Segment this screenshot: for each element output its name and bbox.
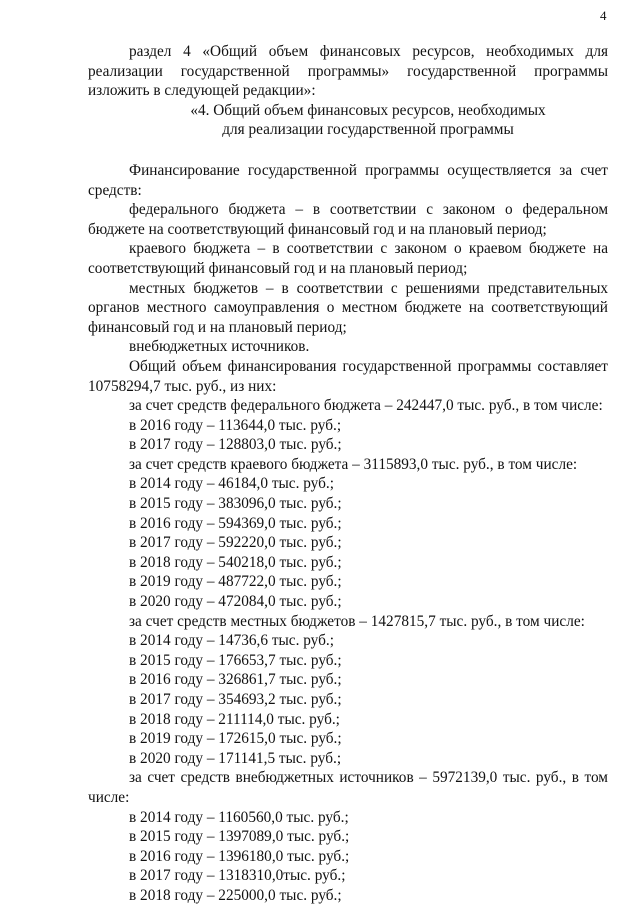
section-heading-line-1: «4. Общий объем финансовых ресурсов, необходимых	[190, 101, 546, 119]
page-number: 4	[600, 8, 607, 23]
extrabudgetary-year-row: в 2015 году – 1397089,0 тыс. руб.;	[129, 828, 350, 846]
source-local: местных бюджетов – в соответствии с решениями представительных органов местного самоуправления о местном бюджете на соответствующий финансовый год и на плановый период;	[88, 279, 608, 336]
regional-year-row: в 2015 году – 383096,0 тыс. руб.;	[129, 495, 342, 513]
source-extrabudgetary: внебюджетных источников.	[129, 338, 310, 356]
local-header: за счет средств местных бюджетов – 1427815,7 тыс. руб., в том числе:	[129, 612, 585, 630]
extrabudgetary-year-row: в 2017 году – 1318310,0тыс. руб.;	[129, 867, 346, 885]
regional-year-row: в 2019 году – 487722,0 тыс. руб.;	[129, 573, 342, 591]
source-federal: федерального бюджета – в соответствии с законом о федеральном бюджете на соответствующий финансовый год и на плановый период;	[88, 201, 608, 238]
total-financing: Общий объем финансирования государственной программы составляет 10758294,7 тыс. руб., из них:	[88, 357, 608, 395]
local-year-row: в 2014 году – 14736,6 тыс. руб.;	[129, 632, 334, 650]
local-year-row: в 2016 году – 326861,7 тыс. руб.;	[129, 671, 342, 689]
regional-header: за счет средств краевого бюджета – 3115893,0 тыс. руб., в том числе:	[129, 455, 578, 473]
intro-paragraph: раздел 4 «Общий объем финансовых ресурсов, необходимых для реализации государственной программы» государственной программы изложить в следующей редакции»:	[88, 43, 608, 100]
financing-intro: Финансирование государственной программы осуществляется за счет средств:	[88, 161, 608, 199]
extrabudgetary-year-row: в 2014 году – 1160560,0 тыс. руб.;	[129, 808, 349, 826]
local-year-row: в 2020 году – 171141,5 тыс. руб.;	[129, 749, 342, 767]
regional-year-row: в 2016 году – 594369,0 тыс. руб.;	[129, 514, 342, 532]
local-year-row: в 2018 году – 211114,0 тыс. руб.;	[129, 710, 340, 728]
document-body	[88, 42, 608, 906]
local-year-row: в 2019 году – 172615,0 тыс. руб.;	[129, 730, 342, 748]
regional-year-row: в 2020 году – 472084,0 тыс. руб.;	[129, 593, 342, 611]
regional-year-row: в 2018 году – 540218,0 тыс. руб.;	[129, 553, 342, 571]
source-regional: краевого бюджета – в соответствии с законом о краевом бюджете на соответствующий финансовый год и на плановый период;	[88, 240, 608, 277]
local-year-row: в 2015 году – 176653,7 тыс. руб.;	[129, 651, 342, 669]
extrabudgetary-header: за счет средств внебюджетных источников – 5972139,0 тыс. руб., в том числе:	[88, 769, 608, 806]
extrabudgetary-year-row: в 2016 году – 1396180,0 тыс. руб.;	[129, 847, 350, 865]
federal-year-row: в 2016 году – 113644,0 тыс. руб.;	[129, 416, 342, 434]
local-year-row: в 2017 году – 354693,2 тыс. руб.;	[129, 691, 342, 708]
federal-header: за счет средств федерального бюджета – 242447,0 тыс. руб., в том числе:	[129, 397, 603, 415]
section-heading-line-2: для реализации государственной программы	[222, 121, 514, 139]
spacer	[88, 140, 608, 161]
extrabudgetary-year-row: в 2018 году – 225000,0 тыс. руб.;	[129, 886, 342, 904]
regional-year-row: в 2017 году – 592220,0 тыс. руб.;	[129, 534, 342, 552]
federal-year-row: в 2017 году – 128803,0 тыс. руб.;	[129, 436, 342, 454]
regional-year-row: в 2014 году – 46184,0 тыс. руб.;	[129, 475, 334, 493]
